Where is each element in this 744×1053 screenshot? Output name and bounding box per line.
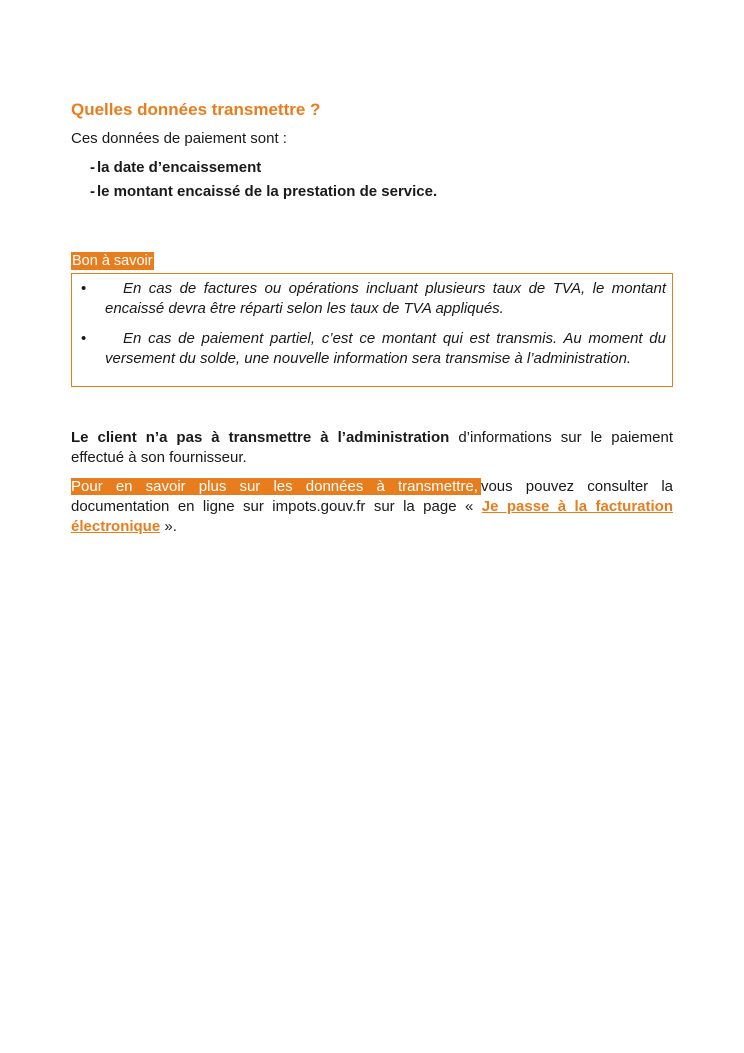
dash-marker: - [90,159,95,176]
info-text: En cas de paiement partiel, c’est ce montant qui est transmis. Au moment du versement du solde, une nouvelle information sera transmise à l’administration. [105,330,666,367]
client-bold-text: Le client n’a pas à transmettre à l’administration [71,429,450,446]
list-item-text: le montant encaissé de la prestation de service. [97,183,438,200]
info-list-item [78,279,666,319]
client-paragraph [71,428,673,468]
bullet-icon: • [81,330,87,347]
facturation-link[interactable]: Je passe à la facturation électronique [71,498,673,535]
more-info-paragraph [71,477,673,537]
payment-data-list [90,158,673,202]
highlighted-text: Pour en savoir plus sur les données à transmettre, [71,478,481,495]
dash-marker: - [90,183,95,200]
content-column [71,98,673,537]
bon-a-savoir-box [71,273,673,387]
info-text: En cas de factures ou opérations incluant plusieurs taux de TVA, le montant encaissé devra être réparti selon les taux de TVA appliqués. [105,280,666,317]
section-heading: Quelles données transmettre ? [71,100,321,119]
bon-a-savoir-label: Bon à savoir [72,253,153,269]
bullet-icon: • [81,280,87,297]
list-item [90,158,673,178]
bon-a-savoir-block [71,206,673,387]
list-item-text: la date d’encaissement [97,159,262,176]
client-rest-text: d’informations sur le paiement effectué à son fournisseur. [71,429,673,466]
info-list-item [78,329,666,369]
closing-quote-text: ». [160,518,177,535]
list-item [90,182,673,202]
intro-text: Ces données de paiement sont : [71,130,287,147]
more-info-text: vous pouvez consulter la documentation en ligne sur impots.gouv.fr sur la page « [71,478,673,515]
